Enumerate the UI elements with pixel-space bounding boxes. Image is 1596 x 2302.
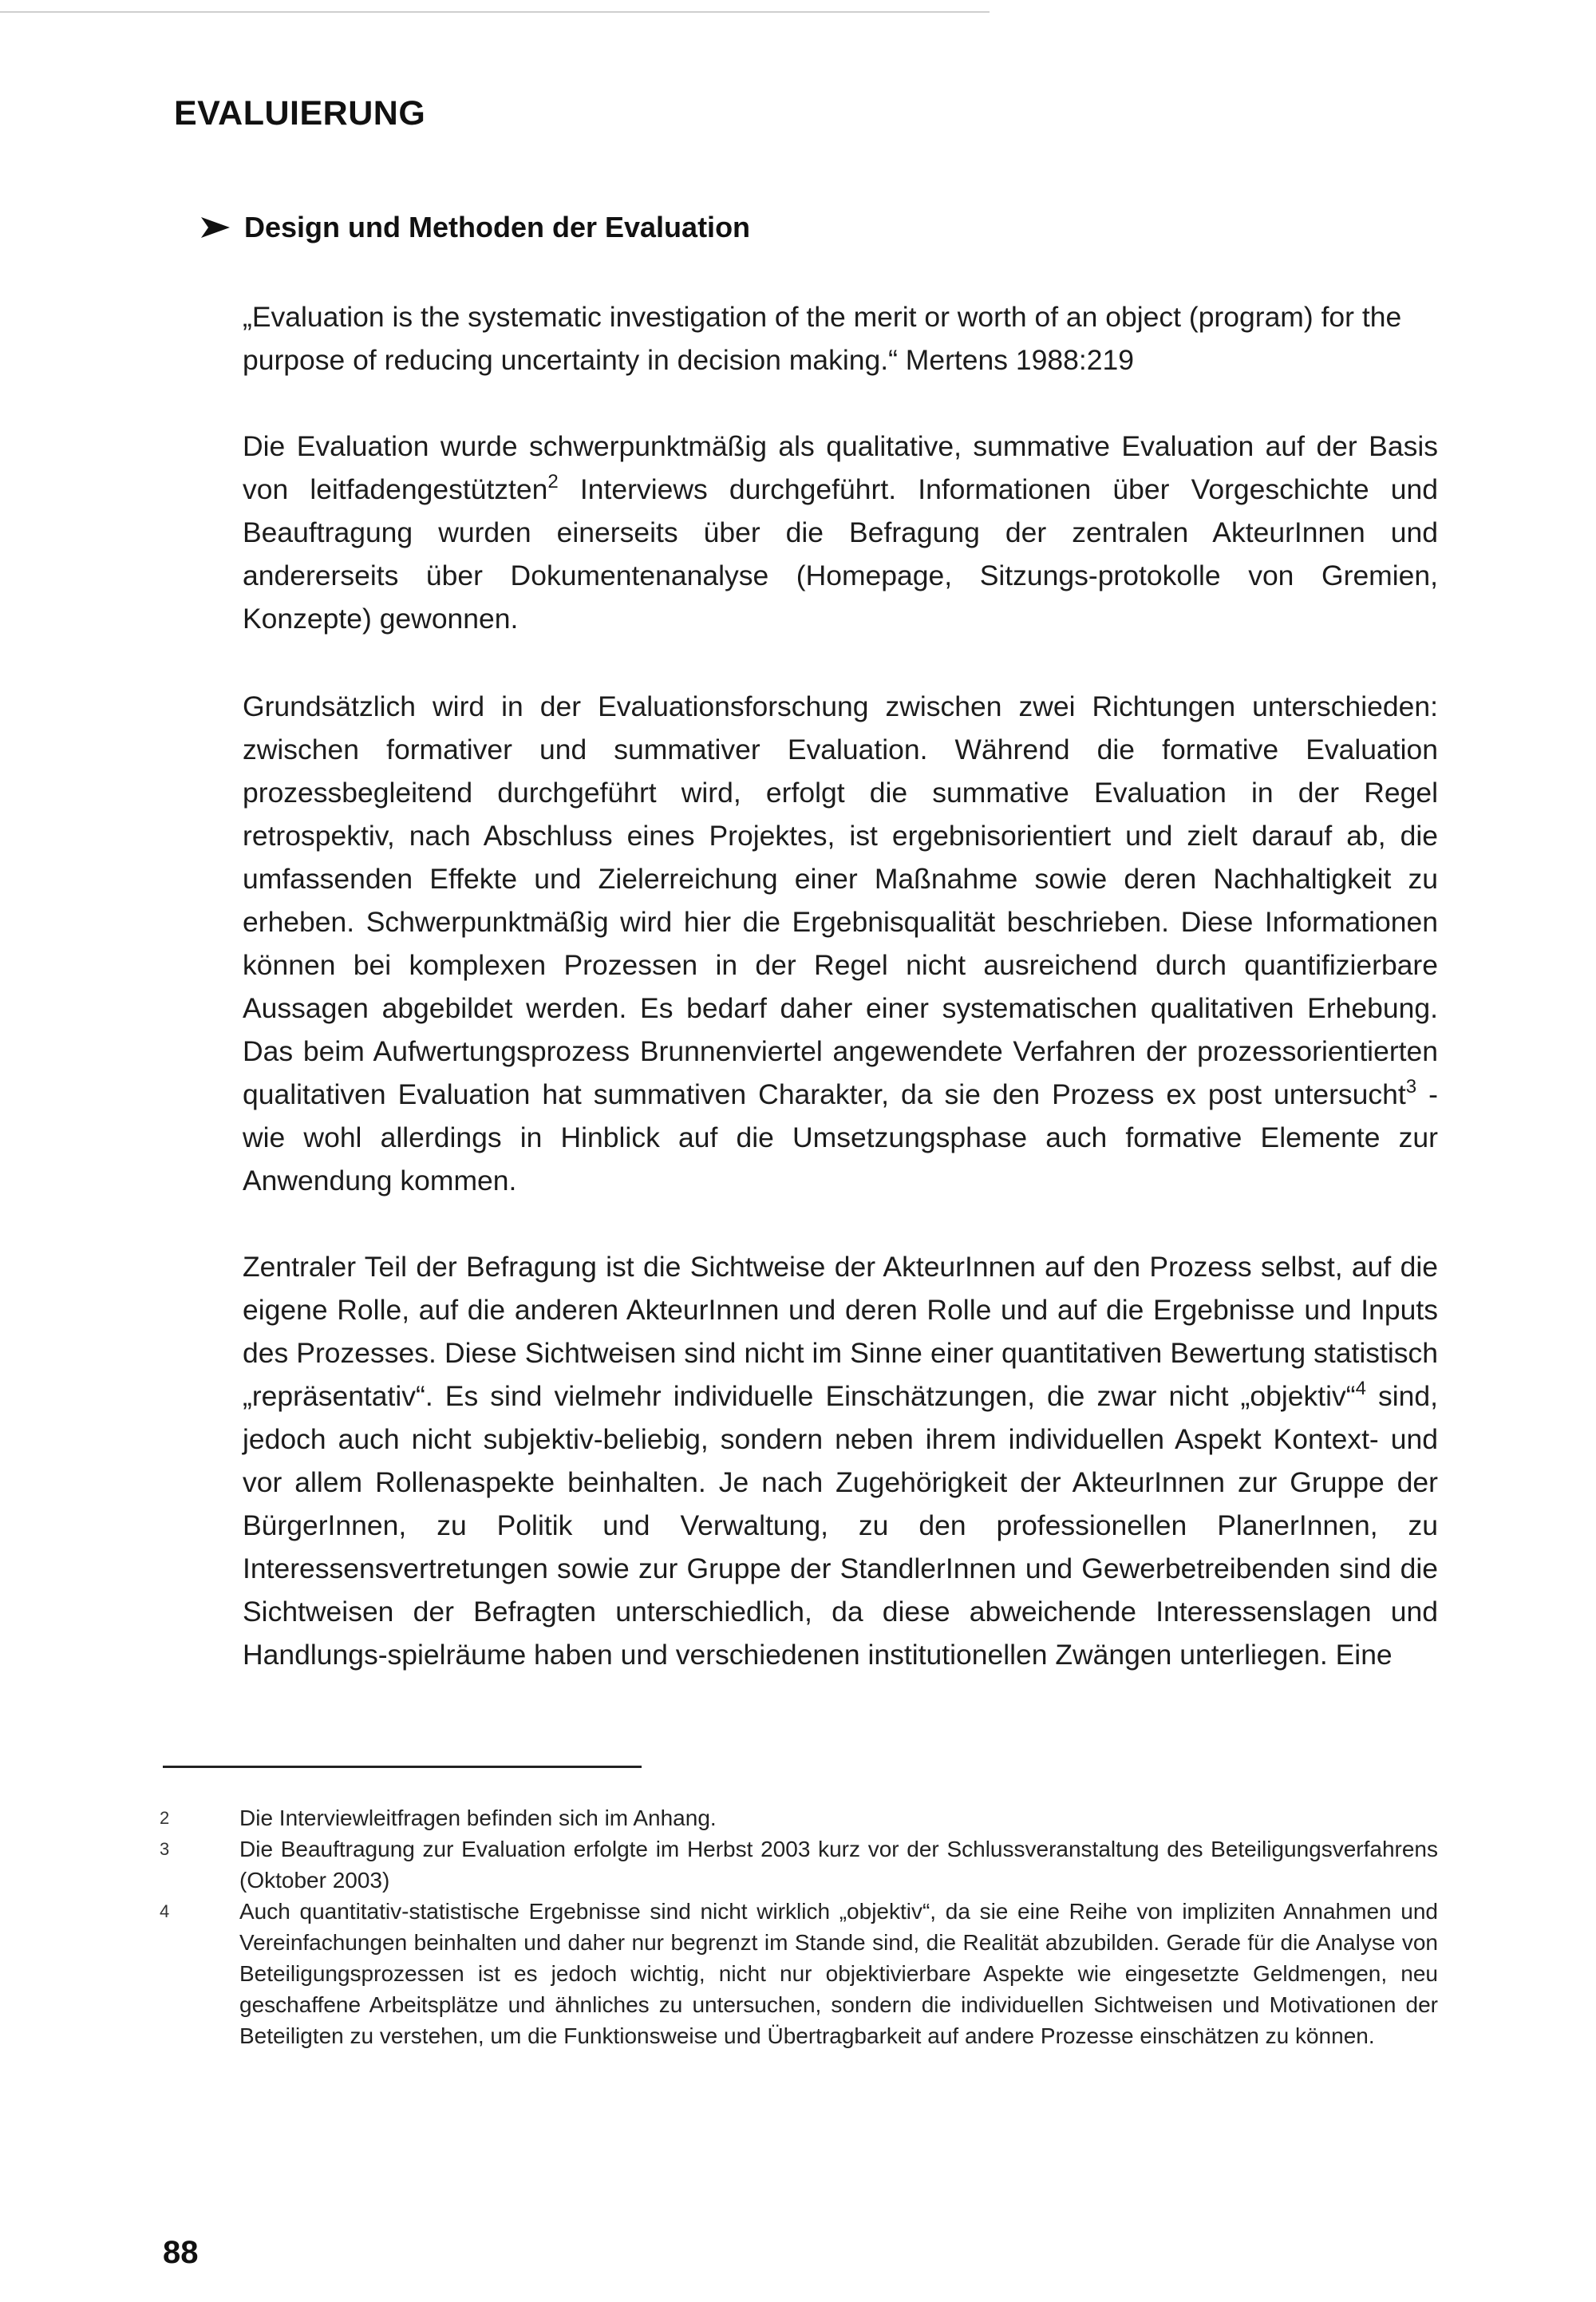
footnote-text: Auch quantitativ-statistische Ergebnisse sind nicht wirklich „objektiv“, da sie eine Reihe von impliziten Annahmen und Vereinfachungen beinhalten und daher nur begrenzt im Stande sind, die Realität abzubilden. Gerade für die Analyse von Beteiligungsprozessen ist es jedoch wichtig, nicht nur objektivierbare Aspekte wie eingesetzte Geldmengen, neu geschaffene Arbeitsplätze und ähnliches zu untersuchen, sondern die individuellen Sichtweisen und Motivationen der Beteiligten zu verstehen, um die Funktionsweise und Übertragbarkeit auf andere Prozesse einschätzen zu können. bbox=[239, 1899, 1438, 2048]
paragraph-1 bbox=[243, 425, 1438, 640]
footnote-2 bbox=[160, 1802, 1438, 1833]
paragraph-1-text-b: Interviews durchgeführt. Informationen über Vorgeschichte und Beauftragung wurden einerseits über die Befragung der zentralen AkteurInnen und andererseits über Dokumentenanalyse (Homepage, Sitzungs-protokolle von Gremien, Konzepte) gewonnen. bbox=[243, 473, 1439, 635]
footnote-4 bbox=[160, 1896, 1438, 2051]
footnote-number: 2 bbox=[160, 1808, 170, 1828]
paragraph-3-text-a: Zentraler Teil der Befragung ist die Sichtweise der AkteurInnen auf den Prozess selbst, auf die eigene Rolle, auf die anderen AkteurInnen und deren Rolle und auf die Ergebnisse und Inputs des Prozesses. Diese Sichtweisen sind nicht im Sinne einer quantitativen Bewertung statistisch „repräsentativ“. Es sind vielmehr individuelle Einschätzungen, die zwar nicht „objektiv“ bbox=[243, 1251, 1438, 1412]
page-number: 88 bbox=[163, 2235, 199, 2270]
footnote-number: 4 bbox=[160, 1901, 170, 1921]
arrowhead-icon bbox=[201, 217, 230, 238]
top-rule bbox=[0, 11, 990, 13]
paragraph-2-text-a: Grundsätzlich wird in der Evaluationsforschung zwischen zwei Richtungen unterschieden: zwischen formativer und summativer Evaluation. Während die formative Evaluation prozessbegleitend durchgeführt wird, erfolgt die summative Evaluation in der Regel retrospektiv, nach Abschluss eines Projektes, ist ergebnisorientiert und zielt darauf ab, die umfassenden Effekte und Zielerreichung einer Maßnahme sowie deren Nachhaltigkeit zu erheben. Schwerpunktmäßig wird hier die Ergebnisqualität beschrieben. Diese Informationen können bei komplexen Prozessen in der Regel nicht ausreichend durch quantifizierbare Aussagen abgebildet werden. Es bedarf daher einer systematischen qualitativen Erhebung. Das beim Aufwertungsprozess Brunnenviertel angewendete Verfahren der prozessorientierten qualitativen Evaluation hat summativen Charakter, da sie den Prozess ex post untersucht bbox=[243, 690, 1438, 1110]
footnotes bbox=[160, 1802, 1438, 2051]
paragraph-3-text-b: sind, jedoch auch nicht subjektiv-beliebig, sondern neben ihrem individuellen Aspekt Kontext- und vor allem Rollenaspekte beinhalten. Je nach Zugehörigkeit der AkteurInnen zur Gruppe der BürgerInnen, zu Politik und Verwaltung, zu den professionellen PlanerInnen, zu Interessensvertretungen sowie zur Gruppe der StandlerInnen und Gewerbetreibenden sind die Sichtweisen der Befragten unterschiedlich, da diese abweichende Interessenslagen und Handlungs-spielräume haben und verschiedenen institutionellen Zwängen unterliegen. Eine bbox=[243, 1380, 1438, 1671]
footnote-number: 3 bbox=[160, 1839, 170, 1859]
quote: „Evaluation is the systematic investigation of the merit or worth of an object (program) for the purpose of reducing uncertainty in decision making.“ Mertens 1988:219 bbox=[243, 301, 1402, 376]
footnote-ref-2: 2 bbox=[547, 471, 559, 492]
footnote-3 bbox=[160, 1833, 1438, 1896]
section-title: EVALUIERUNG bbox=[174, 94, 426, 133]
paragraph-2-text-b: - wie wohl allerdings in Hinblick auf die Umsetzungsphase auch formative Elemente zur Anwendung kommen. bbox=[243, 1078, 1438, 1196]
subheading bbox=[201, 211, 750, 244]
paragraph-1-text-a: Die Evaluation wurde schwerpunktmäßig als qualitative, summative Evaluation auf der Basis von leitfadengestützten bbox=[243, 430, 1438, 505]
footnote-text: Die Beauftragung zur Evaluation erfolgte im Herbst 2003 kurz vor der Schlussveranstaltung des Beteiligungsverfahrens (Oktober 2003) bbox=[239, 1837, 1438, 1893]
footnote-separator bbox=[163, 1766, 642, 1768]
footnote-text: Die Interviewleitfragen befinden sich im Anhang. bbox=[239, 1806, 717, 1830]
paragraph-3 bbox=[243, 1245, 1438, 1676]
paragraph-2 bbox=[243, 685, 1438, 1202]
subheading-text: Design und Methoden der Evaluation bbox=[244, 211, 751, 243]
footnote-ref-4: 4 bbox=[1355, 1378, 1366, 1399]
footnote-ref-3: 3 bbox=[1405, 1076, 1417, 1098]
